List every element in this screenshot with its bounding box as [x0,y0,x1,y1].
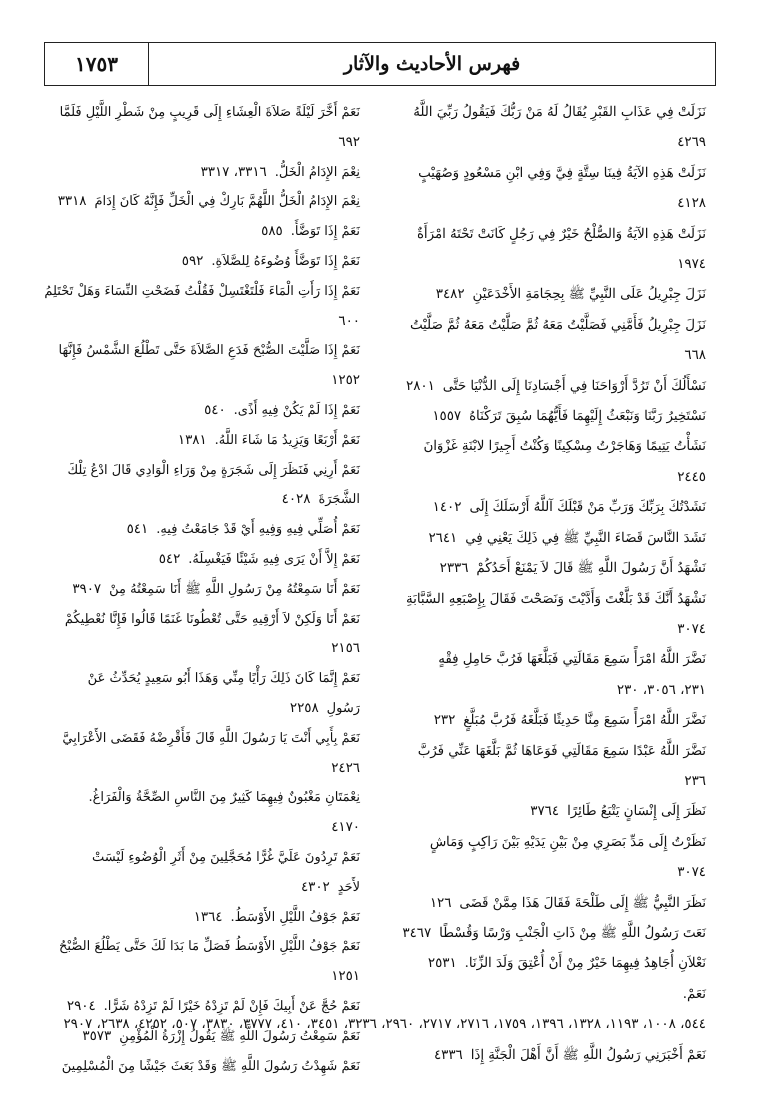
index-entry [38,187,360,217]
hadith-text: نَزَلَ جِبْرِيلُ عَلَى النَّبِيِّ ﷺ بِحِجَامَةِ الأَخْدَعَيْنِ [472,287,706,303]
page-header [44,42,716,86]
hadith-text: نَظَرَ النَّبِيُّ ﷺ إِلَى طَلْحَةَ فَقَالَ هَذَا مِمَّنْ قَضَى [459,895,706,911]
hadith-text: نَعَمْ بِأَبِي أَنْتَ يَا رَسُولَ اللَّهِ قَالَ فَأَقْرِضْهُ فَقَضَى الأَعْرَابِيَّ [62,730,360,746]
hadith-number: ٤٠٢٨ [281,492,311,508]
hadith-number: ٢٥٣١ [427,956,457,972]
hadith-number: ٢٢٥٨ [289,700,319,716]
index-entry [38,1022,360,1052]
hadith-text: نَعَمْ إِذَا صَلَّيْتَ الصُّبْحَ فَدَعِ الصَّلاَةَ حَتَّى تَطْلُعَ الشَّمْسُ فَإِنَّهَا [58,343,360,359]
hadith-number: ٥٩٢ [181,253,204,269]
hadith-text: نِعْمَتَانِ مَغْبُونٌ فِيهِمَا كَثِيرٌ مِنَ النَّاسِ الصِّحَّةُ وَالْفَرَاغُ. [88,790,360,806]
hadith-number: ٣٠٧٤ [677,865,706,881]
index-entry [38,396,360,426]
index-entry [384,98,706,159]
hadith-text: نَزَلَتْ فِي عَذَابِ القَبْرِ يُقَالُ لَهُ مَنْ رَبُّكَ فَيَقُولُ رَبِّيَ اللَّهُ [413,105,706,120]
hadith-number: ٥٨٥ [261,224,283,240]
index-entry [38,605,360,665]
hadith-number: ١٥٥٧ [432,409,462,425]
index-entry [384,554,706,584]
hadith-number: ١٣٨١ [177,432,207,448]
hadith-number: ٥٤١ [126,522,149,538]
index-entry [384,737,706,798]
hadith-text: نَعَمْ إِلاَّ أَنْ يَرَى فِيهِ شَيْئًا فَيَغْسِلَهُ. [188,551,360,567]
hadith-number: ٥٤٤، ١٠٠٨، ١١٩٣، ١٣٢٨، ١٣٩٦، ١٧٥٩، ٢٧١٦، ٢٧١٧، ٢٩٦٠، ٣٢٣٦، ٣٤٥١، ٤١٠، ٣٧٧٧، ٣٨٣٠، ٥٠٧، ٤٢٥٢، ٢٦٣٨، ٢٩٠٧ [63,1017,706,1033]
hadith-text: نَعَمْ إِذَا رَأَتِ الْمَاءَ فَلْتَغْتَسِلْ فَقُلْتُ فَضَحْتِ النِّسَاءَ وَهَلْ تَحْتَلِمُ [44,283,360,299]
hadith-text: نَضَّرَ اللَّهُ امْرَأً سَمِعَ مِنَّا حَدِيثًا فَبَلَّغَهُ فَرُبَّ مُبَلَّغٍ [463,713,706,729]
index-entry [384,797,706,827]
hadith-number: ٤١٧٠ [331,820,360,836]
hadith-text: نَزَلَتْ هَذِهِ الآيَةُ فِينَا سِتَّةٍ فِيَّ وَفِي ابْنِ مَسْعُودٍ وَصُهَيْبٍ [418,165,706,181]
hadith-text: نَعَمْ أَنَا وَلَكِنْ لاَ أَرْقِيهِ حَتَّى تُعْطُونَا غَنَمًا قَالُوا فَإِنَّا نُعْطِيكُمْ [64,611,360,627]
index-entry [384,220,706,281]
index-entry [38,932,360,992]
index-entry [384,585,706,646]
index-entry [384,311,706,372]
hadith-text: نَعَمْ. [682,986,706,1002]
hadith-number: ١٢٥١ [331,969,360,985]
hadith-number: ٤٣٣٦ [433,1047,463,1063]
index-entry [384,159,706,220]
hadith-number: ٢٤٤٥ [677,469,706,485]
hadith-number: ١٣٦٤ [193,909,223,925]
hadith-number: ٤٣٠٢ [300,879,330,895]
hadith-text: نَضَّرَ اللَّهُ امْرَأً سَمِعَ مَقَالَتِي فَبَلَّغَهَا فَرُبَّ حَامِلِ فِقْهٍ [438,652,706,668]
index-entry [38,545,360,575]
hadith-text: نَشْهَدُ أَنَّكَ قَدْ بَلَّغْتَ وَأَدَّيْتَ وَنَصَحْتَ فَقَالَ بِإِصْبَعِهِ السَّبَّابَةِ [406,591,706,607]
index-entry [384,706,706,736]
hadith-text: نَظَرَ إِلَى إِنْسَانٍ يَتْبَعُ طَائِرًا [567,804,706,820]
hadith-number: ٢٩٠٤ [66,998,96,1014]
hadith-text: نَعَمْ أَرْبَعًا وَيَزِيدُ مَا شَاءَ اللَّهُ. [214,432,360,448]
hadith-number: ٦٩٢ [338,134,360,150]
hadith-number: ٥٤٢ [158,551,181,567]
index-entry [38,158,360,188]
hadith-number: ٣٧٦٤ [530,804,560,820]
hadith-text: نَضَّرَ اللَّهُ عَبْدًا سَمِعَ مَقَالَتِي فَوَعَاهَا ثُمَّ بَلَّغَهَا عَنِّي فَرُبَّ [417,743,706,759]
index-entry [38,843,360,903]
hadith-text: نَعَمْ حُجَّ عَنْ أَبِيكَ فَإِنْ لَمْ تَزِدْهُ خَيْرًا لَمْ تَزِدْهُ شَرًّا. [103,998,360,1014]
hadith-number: ١٢٦ [429,895,452,911]
index-entry [38,515,360,545]
hadith-number: ٢٣١، ٣٠٥٦، ٢٣٠ [616,682,706,698]
index-entry [38,575,360,605]
index-entry [384,949,706,979]
hadith-number: ٣٣١٦، ٣٣١٧ [200,164,267,180]
hadith-number: ٣٠٧٤ [677,621,706,637]
hadith-number: ٥٤٠ [204,402,226,418]
hadith-text: نَعَمْ جَوْفُ اللَّيْلِ الأَوْسَطُ. [230,909,360,925]
hadith-text: نَزَلَتْ هَذِهِ الآيَةُ وَالصُّلْحُ خَيْرٌ فِي رَجُلٍ كَانَتْ تَحْتَهُ امْرَأَةٌ [416,226,706,242]
hadith-text: نَعْلاَنِ أُجَاهِدُ فِيهِمَا خَيْرٌ مِنْ أَنْ أُعْتِقَ وَلَدَ الزِّنَا. [464,956,706,972]
hadith-number: ٣٩٠٧ [72,581,102,597]
hadith-text: نَشْهَدُ أَنَّ رَسُولَ اللَّهِ ﷺ قَالَ لاَ يَمْنَعْ أَحَدُكُمْ [476,561,706,577]
index-entry [38,903,360,933]
page-number: ١٧٥٣ [45,43,149,85]
hadith-number: ١٩٧٤ [677,257,706,273]
hadith-number: ٢٦٤١ [428,530,458,546]
index-entry [38,247,360,277]
hadith-number: ٢١٥٦ [331,641,360,657]
hadith-text: نَعَمْ إِذَا لَمْ يَكُنْ فِيهِ أَذًى. [233,402,360,418]
index-entry [384,524,706,554]
hadith-text: نِعْمَ الإِدَامُ الْخَلُّ اللَّهُمَّ بَارِكْ فِي الْخَلِّ فَإِنَّهُ كَانَ إِدَامَ [94,194,360,210]
index-entry [38,1052,360,1082]
hadith-text: نَعَمْ أَرِنِي فَنَظَرَ إِلَى شَجَرَةٍ مِنْ وَرَاءِ الْوَادِي قَالَ ادْعُ تِلْكَ الشَّجَرَةَ [67,462,360,508]
index-entry [384,432,706,493]
index-entry [384,919,706,949]
index-entry [384,1041,706,1071]
hadith-text: نَشَدْتُكَ بِرَبِّكَ وَرَبِّ مَنْ قَبْلَكَ آللَّهُ أَرْسَلَكَ إِلَى [469,500,706,516]
hadith-number: ٣٤٨٢ [435,287,465,303]
index-entry [384,402,706,432]
index-entry [38,664,360,724]
hadith-number: ٣٣١٨ [57,194,87,210]
hadith-number: ٢٣٣٦ [439,561,469,577]
hadith-text: نَعَمْ تَرِدُونَ عَلَيَّ غُرًّا مُحَجَّلِينَ مِنْ أَثَرِ الْوُضُوءِ لَيْسَتْ لأَحَدٍ [91,849,360,895]
hadith-number: ٦٠٠ [338,313,360,329]
hadith-text: نَظَرْتُ إِلَى مَدِّ بَصَرِي مِنْ بَيْنِ يَدَيْهِ بَيْنَ رَاكِبٍ وَمَاشٍ [429,834,706,850]
hadith-text: نَعَمْ إِذَا تَوَضَّأَ. [290,224,360,240]
index-entry [38,456,360,516]
index-entry [38,98,360,158]
hadith-number: ١٤٠٢ [432,500,462,516]
index-entry [38,426,360,456]
index-entry [384,889,706,919]
hadith-number: ٢٣٦ [684,773,706,789]
hadith-text: نِعْمَ الإِدَامُ الْخَلُّ. [274,164,360,180]
hadith-number: ٤٢٦٩ [677,135,706,151]
index-entry [38,336,360,396]
hadith-text: نَعَمْ شَهِدْتُ رَسُولَ اللَّهِ ﷺ وَقَدْ بَعَثَ جَيْشًا مِنَ الْمُسْلِمِينَ [61,1058,360,1074]
index-entry [38,783,360,843]
index-entry [38,277,360,337]
index-entry [384,493,706,523]
hadith-text: نَشَدَ النَّاسَ قَضَاءَ النَّبِيِّ ﷺ فِي ذَلِكَ يَعْنِي فِي [465,530,706,546]
hadith-text: نَسْأَلُكَ أَنْ تَرُدَّ أَرْوَاحَنَا فِي أَجْسَادِنَا إِلَى الدُّنْيَا حَتَّى [442,378,706,394]
hadith-number: ٣٤٦٧ [402,925,432,941]
hadith-text: نَعَمْ أُصَلِّي فِيهِ وَفِيهِ أَيْ قَدْ جَامَعْتُ فِيهِ. [156,522,360,538]
hadith-text: نَعَمْ إِنَّمَا كَانَ ذَلِكَ رَأْيًا مِنِّي وَهَذَا أَبُو سَعِيدٍ يُحَدِّثُ عَنْ رَسُولِ [87,671,360,716]
hadith-text: نَشَأْتُ يَتِيمًا وَهَاجَرْتُ مِسْكِينًا وَكُنْتُ أَجِيرًا لابْنَةِ غَزْوَانَ [423,439,706,455]
index-entry [38,992,360,1022]
hadith-text: نَسْتَخِيرُ رَبَّنَا وَنَبْعَثُ إِلَيْهِمَا فَأَيُّهُمَا سُبِقَ تَرَكْنَاهُ [469,409,706,425]
hadith-text: نَعَمْ أَخَّرَ لَيْلَةً صَلاَةَ الْعِشَاءِ إِلَى قَرِيبٍ مِنْ شَطْرِ اللَّيْلِ فَلَمَّا [59,105,360,120]
hadith-number: ٢٨٠١ [406,378,435,394]
hadith-text: نَعَمْ أَنَا سَمِعْتُهُ مِنْ رَسُولِ اللَّهِ ﷺ أَنَا سَمِعْتُهُ مِنْ [109,581,360,597]
page-title: فهرس الأحاديث والآثار [343,53,521,75]
hadith-text: نَعَمْ إِذَا تَوَضَّأَ وُضُوءَهُ لِلصَّلاَةِ. [211,253,360,269]
index-entry [384,645,706,706]
index-entry [38,724,360,784]
index-entry [384,372,706,402]
index-entry [384,828,706,889]
hadith-number: ٤١٢٨ [677,196,706,212]
hadith-text: نَعَمْ أَخْبَرَنِي رَسُولُ اللَّهِ ﷺ أَنَّ أَهْلَ الْجَنَّةِ إِذَا [470,1047,706,1063]
index-entry [38,217,360,247]
hadith-text: نَعَمْ جَوْفُ اللَّيْلِ الأَوْسَطُ فَصَلِّ مَا بَدَا لَكَ حَتَّى يَطْلُعَ الصُّبْحُ [59,939,360,955]
hadith-number: ٦٦٨ [684,348,706,364]
hadith-text: نَعَمْ سَمِعْتُ رَسُولَ اللَّهِ ﷺ يَقُولُ إِزْرَةُ الْمُؤْمِنِ [119,1028,360,1044]
hadith-number: ٣٥٧٣ [82,1028,112,1044]
hadith-number: ٢٣٢ [433,713,456,729]
hadith-text: نَعَتَ رَسُولُ اللَّهِ ﷺ مِنْ ذَاتِ الْجَنْبِ وَرْسًا وَقُسْطًا [439,925,706,941]
index-entry [384,280,706,310]
hadith-number: ١٢٥٢ [331,373,360,389]
hadith-number: ٢٤٢٦ [331,760,360,776]
hadith-text: نَزَلَ جِبْرِيلُ فَأَمَّنِي فَصَلَّيْتُ مَعَهُ ثُمَّ صَلَّيْتُ مَعَهُ ثُمَّ صَلَّيْتُ [409,317,706,333]
index-column-left [38,98,360,1088]
